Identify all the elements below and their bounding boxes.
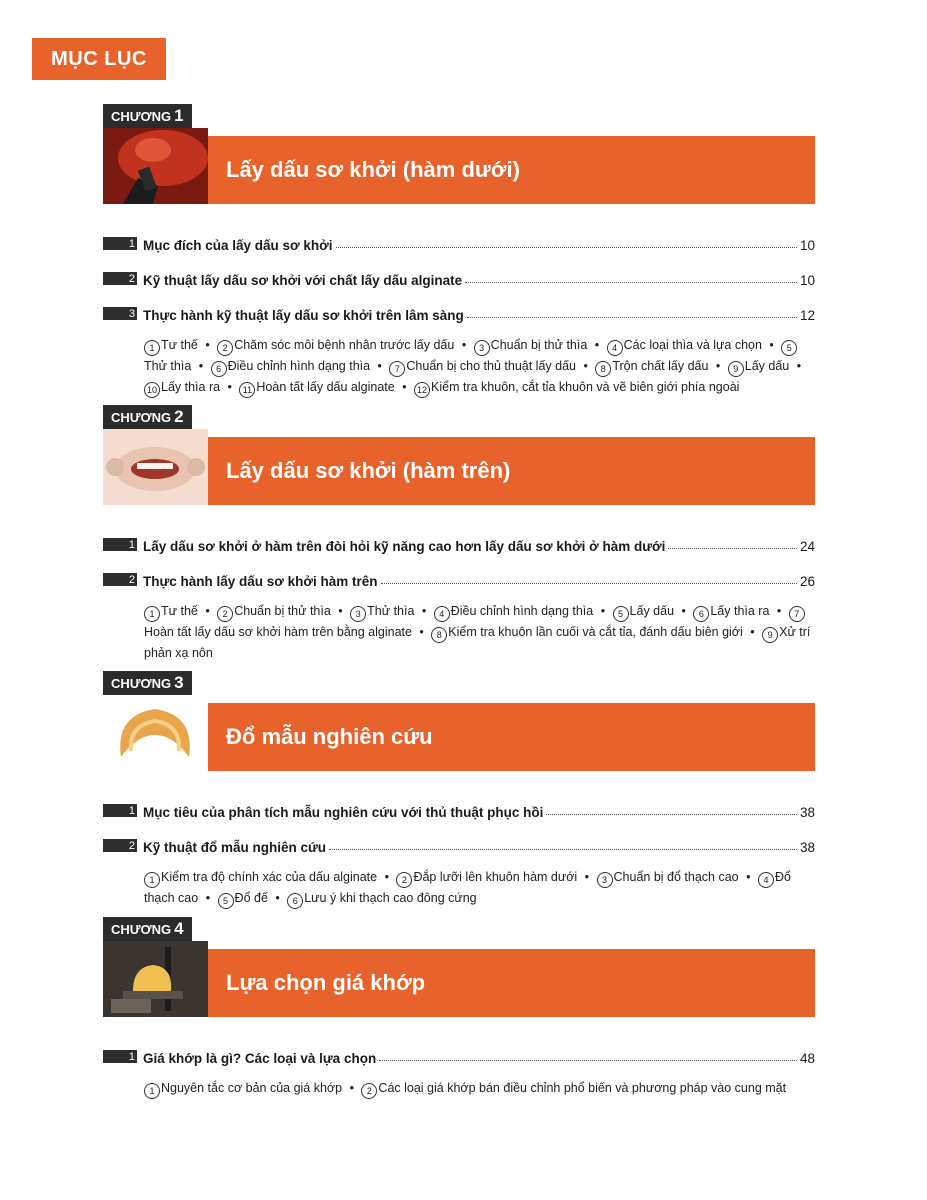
leader-dots xyxy=(329,849,797,850)
subtopic-number: 5 xyxy=(218,893,234,909)
toc-entry[interactable] xyxy=(103,218,815,253)
page-number: 12 xyxy=(799,308,815,323)
leader-dots xyxy=(336,247,797,248)
chapter-title: Lựa chọn giá khớp xyxy=(208,949,815,1017)
subtopic-item xyxy=(361,1081,786,1095)
subtopic-list xyxy=(144,335,815,398)
bullet-separator: • xyxy=(591,338,603,352)
subtopic-number: 1 xyxy=(144,340,160,356)
subtopic-item xyxy=(287,891,476,905)
bullet-separator: • xyxy=(224,380,236,394)
bullet-separator: • xyxy=(742,870,754,884)
chapter-title: Đổ mẫu nghiên cứu xyxy=(208,703,815,771)
entry-title: Thực hành kỹ thuật lấy dấu sơ khởi trên lâm sàng xyxy=(143,308,464,323)
subtopic-item xyxy=(211,359,370,373)
section-marker: 1 xyxy=(103,1050,137,1063)
bullet-separator: • xyxy=(712,359,724,373)
articulator-photo xyxy=(103,941,208,1017)
toc-entry[interactable] xyxy=(103,253,815,288)
subtopic-text: Đổ đế xyxy=(234,891,268,905)
chapter-2 xyxy=(103,405,815,664)
subtopic-text: Các loại giá khớp bán điều chỉnh phổ biến và phương pháp vào cung mặt xyxy=(378,1081,787,1095)
toc-entry[interactable] xyxy=(103,785,815,820)
subtopic-item xyxy=(431,625,743,639)
bullet-separator: • xyxy=(334,604,347,618)
subtopic-list xyxy=(144,601,815,664)
leader-dots xyxy=(668,548,797,549)
subtopic-item xyxy=(595,359,708,373)
page-number: 26 xyxy=(799,574,815,589)
toc-entry[interactable] xyxy=(103,288,815,323)
page-number: 10 xyxy=(799,273,815,288)
subtopic-item xyxy=(144,870,377,884)
subtopic-text: Lấy thìa ra xyxy=(710,604,770,618)
bullet-separator: • xyxy=(597,604,609,618)
section-marker: 2 xyxy=(103,272,137,285)
subtopic-number: 5 xyxy=(613,606,629,622)
bullet-separator: • xyxy=(581,870,593,884)
subtopic-item xyxy=(414,380,739,394)
subtopic-item xyxy=(389,359,576,373)
leader-dots xyxy=(465,282,797,283)
subtopic-number: 1 xyxy=(144,872,160,888)
subtopic-item xyxy=(350,604,414,618)
subtopic-item xyxy=(144,1081,342,1095)
subtopic-item xyxy=(239,380,394,394)
bullet-separator: • xyxy=(271,891,284,905)
subtopic-item xyxy=(218,891,268,905)
chapter-banner xyxy=(103,695,815,771)
chapter-banner xyxy=(103,429,815,505)
lip-retraction-photo xyxy=(103,429,208,505)
chapter-banner xyxy=(103,941,815,1017)
subtopic-text: Thử thìa xyxy=(367,604,415,618)
subtopic-list xyxy=(144,867,815,909)
toc-entry[interactable] xyxy=(103,554,815,589)
toc-entry[interactable] xyxy=(103,820,815,855)
subtopic-item xyxy=(217,604,331,618)
subtopic-number: 6 xyxy=(287,893,303,909)
bullet-separator: • xyxy=(415,625,428,639)
subtopic-number: 4 xyxy=(434,606,450,622)
subtopic-item xyxy=(144,604,198,618)
chapter-label: CHƯƠNG 2 xyxy=(103,405,192,429)
subtopic-text: Điều chỉnh hình dạng thìa xyxy=(450,604,594,618)
subtopic-item xyxy=(434,604,593,618)
entry-title: Thực hành lấy dấu sơ khởi hàm trên xyxy=(143,574,378,589)
chapter-banner xyxy=(103,128,815,204)
subtopic-text: Hoàn tất lấy dấu alginate xyxy=(256,380,395,394)
entry-title: Lấy dấu sơ khởi ở hàm trên đòi hỏi kỹ năng cao hơn lấy dấu sơ khởi ở hàm dưới xyxy=(143,539,666,554)
page-number: 10 xyxy=(799,238,815,253)
subtopic-text: Thử thìa xyxy=(144,359,192,373)
entry-title: Mục tiêu của phân tích mẫu nghiên cứu với thủ thuật phục hồi xyxy=(143,805,544,820)
section-marker: 3 xyxy=(103,307,137,320)
page-number: 38 xyxy=(799,840,815,855)
subtopic-text: Tư thế xyxy=(161,338,198,352)
bullet-separator: • xyxy=(202,891,214,905)
subtopic-number: 6 xyxy=(211,361,227,377)
subtopic-text: Hoàn tất lấy dấu sơ khởi hàm trên bằng alginate xyxy=(144,625,412,639)
subtopic-item xyxy=(693,604,769,618)
subtopic-list xyxy=(144,1078,815,1099)
bullet-separator: • xyxy=(579,359,592,373)
entry-list xyxy=(103,218,815,323)
subtopic-number: 3 xyxy=(597,872,613,888)
bullet-separator: • xyxy=(346,1081,358,1095)
section-marker: 1 xyxy=(103,237,137,250)
page-number: 48 xyxy=(799,1051,815,1066)
subtopic-text: Kiểm tra khuôn, cắt tỉa khuôn và vẽ biên giới phía ngoài xyxy=(431,380,740,394)
entry-list xyxy=(103,519,815,589)
toc-entry[interactable] xyxy=(103,1031,815,1066)
entry-title: Giá khớp là gì? Các loại và lựa chọn xyxy=(143,1051,377,1066)
subtopic-number: 8 xyxy=(595,361,611,377)
bullet-separator: • xyxy=(201,338,214,352)
subtopic-item xyxy=(396,870,577,884)
toc-entry[interactable] xyxy=(103,519,815,554)
chapter-label: CHƯƠNG 3 xyxy=(103,671,192,695)
page-number: 24 xyxy=(799,539,815,554)
bullet-separator: • xyxy=(418,604,430,618)
leader-dots xyxy=(467,317,797,318)
subtopic-item xyxy=(474,338,588,352)
subtopic-item xyxy=(728,359,789,373)
subtopic-text: Chuẩn bị thử thìa xyxy=(490,338,588,352)
section-marker: 1 xyxy=(103,538,137,551)
leader-dots xyxy=(381,583,797,584)
bullet-separator: • xyxy=(381,870,393,884)
chapter-label: CHƯƠNG 1 xyxy=(103,104,192,128)
subtopic-number: 11 xyxy=(239,382,255,398)
subtopic-text: Nguyên tắc cơ bản của giá khớp xyxy=(161,1081,343,1095)
bullet-separator: • xyxy=(746,625,759,639)
subtopic-item xyxy=(597,870,739,884)
bullet-separator: • xyxy=(201,604,214,618)
subtopic-number: 10 xyxy=(144,382,160,398)
subtopic-number: 8 xyxy=(431,627,447,643)
leader-dots xyxy=(546,814,797,815)
subtopic-text: Chăm sóc môi bệnh nhân trước lấy dấu xyxy=(234,338,455,352)
subtopic-text: Tư thế xyxy=(161,604,198,618)
subtopic-text: Lấy dấu xyxy=(629,604,675,618)
subtopic-number: 4 xyxy=(607,340,623,356)
chapter-3 xyxy=(103,671,815,909)
chapter-title: Lấy dấu sơ khởi (hàm dưới) xyxy=(208,136,815,204)
chapter-label: CHƯƠNG 4 xyxy=(103,917,192,941)
section-marker: 1 xyxy=(103,804,137,817)
subtopic-text: Các loại thìa và lựa chọn xyxy=(623,338,762,352)
toc-title: MỤC LỤC xyxy=(32,38,166,80)
subtopic-text: Lưu ý khi thạch cao đông cứng xyxy=(304,891,477,905)
dental-cast-photo xyxy=(103,695,208,771)
subtopic-text: Lấy thìa ra xyxy=(161,380,221,394)
section-marker: 2 xyxy=(103,573,137,586)
bullet-separator: • xyxy=(793,359,802,373)
subtopic-text: Đắp lưỡi lên khuôn hàm dưới xyxy=(413,870,578,884)
subtopic-number: 1 xyxy=(144,1083,160,1099)
subtopic-number: 7 xyxy=(389,361,405,377)
subtopic-number: 9 xyxy=(728,361,744,377)
bullet-separator: • xyxy=(458,338,470,352)
subtopic-number: 7 xyxy=(789,606,805,622)
subtopic-text: Đổ thạch cao xyxy=(144,870,791,905)
subtopic-text: Kiểm tra độ chính xác của dấu alginate xyxy=(161,870,378,884)
subtopic-item xyxy=(217,338,454,352)
subtopic-number: 3 xyxy=(350,606,366,622)
chapter-title: Lấy dấu sơ khởi (hàm trên) xyxy=(208,437,815,505)
subtopic-number: 2 xyxy=(217,606,233,622)
subtopic-number: 1 xyxy=(144,606,160,622)
entry-title: Mục đích của lấy dấu sơ khởi xyxy=(143,238,333,253)
subtopic-text: Trộn chất lấy dấu xyxy=(612,359,709,373)
bullet-separator: • xyxy=(398,380,411,394)
subtopic-item xyxy=(144,380,220,394)
subtopic-number: 2 xyxy=(396,872,412,888)
subtopic-number: 2 xyxy=(361,1083,377,1099)
subtopic-number: 2 xyxy=(217,340,233,356)
bullet-separator: • xyxy=(678,604,690,618)
subtopic-text: Chuẩn bị đổ thạch cao xyxy=(613,870,739,884)
subtopic-number: 6 xyxy=(693,606,709,622)
entry-list xyxy=(103,1031,815,1066)
entry-list xyxy=(103,785,815,855)
subtopic-number: 9 xyxy=(762,627,778,643)
subtopic-text: Chuẩn bị thử thìa xyxy=(234,604,331,618)
subtopic-item xyxy=(613,604,674,618)
chapter-4 xyxy=(103,917,815,1099)
entry-title: Kỹ thuật đổ mẫu nghiên cứu xyxy=(143,840,327,855)
bullet-separator: • xyxy=(374,359,386,373)
bullet-separator: • xyxy=(765,338,778,352)
chapter-1 xyxy=(103,104,815,398)
subtopic-number: 12 xyxy=(414,382,430,398)
subtopic-number: 4 xyxy=(758,872,774,888)
subtopic-number: 5 xyxy=(781,340,797,356)
subtopic-item xyxy=(607,338,762,352)
oral-cavity-photo xyxy=(103,128,208,204)
subtopic-text: Lấy dấu xyxy=(744,359,790,373)
subtopic-number: 3 xyxy=(474,340,490,356)
bullet-separator: • xyxy=(773,604,785,618)
bullet-separator: • xyxy=(195,359,207,373)
subtopic-text: Chuẩn bị cho thủ thuật lấy dấu xyxy=(406,359,576,373)
subtopic-text: Kiểm tra khuôn lần cuối và cắt tỉa, đánh dấu biên giới xyxy=(448,625,743,639)
section-marker: 2 xyxy=(103,839,137,852)
subtopic-item xyxy=(144,338,198,352)
subtopic-text: Điều chỉnh hình dạng thìa xyxy=(227,359,371,373)
subtopic-text: Xử trí phản xạ nôn xyxy=(144,625,811,660)
leader-dots xyxy=(379,1060,797,1061)
page-number: 38 xyxy=(799,805,815,820)
entry-title: Kỹ thuật lấy dấu sơ khởi với chất lấy dấu alginate xyxy=(143,273,463,288)
